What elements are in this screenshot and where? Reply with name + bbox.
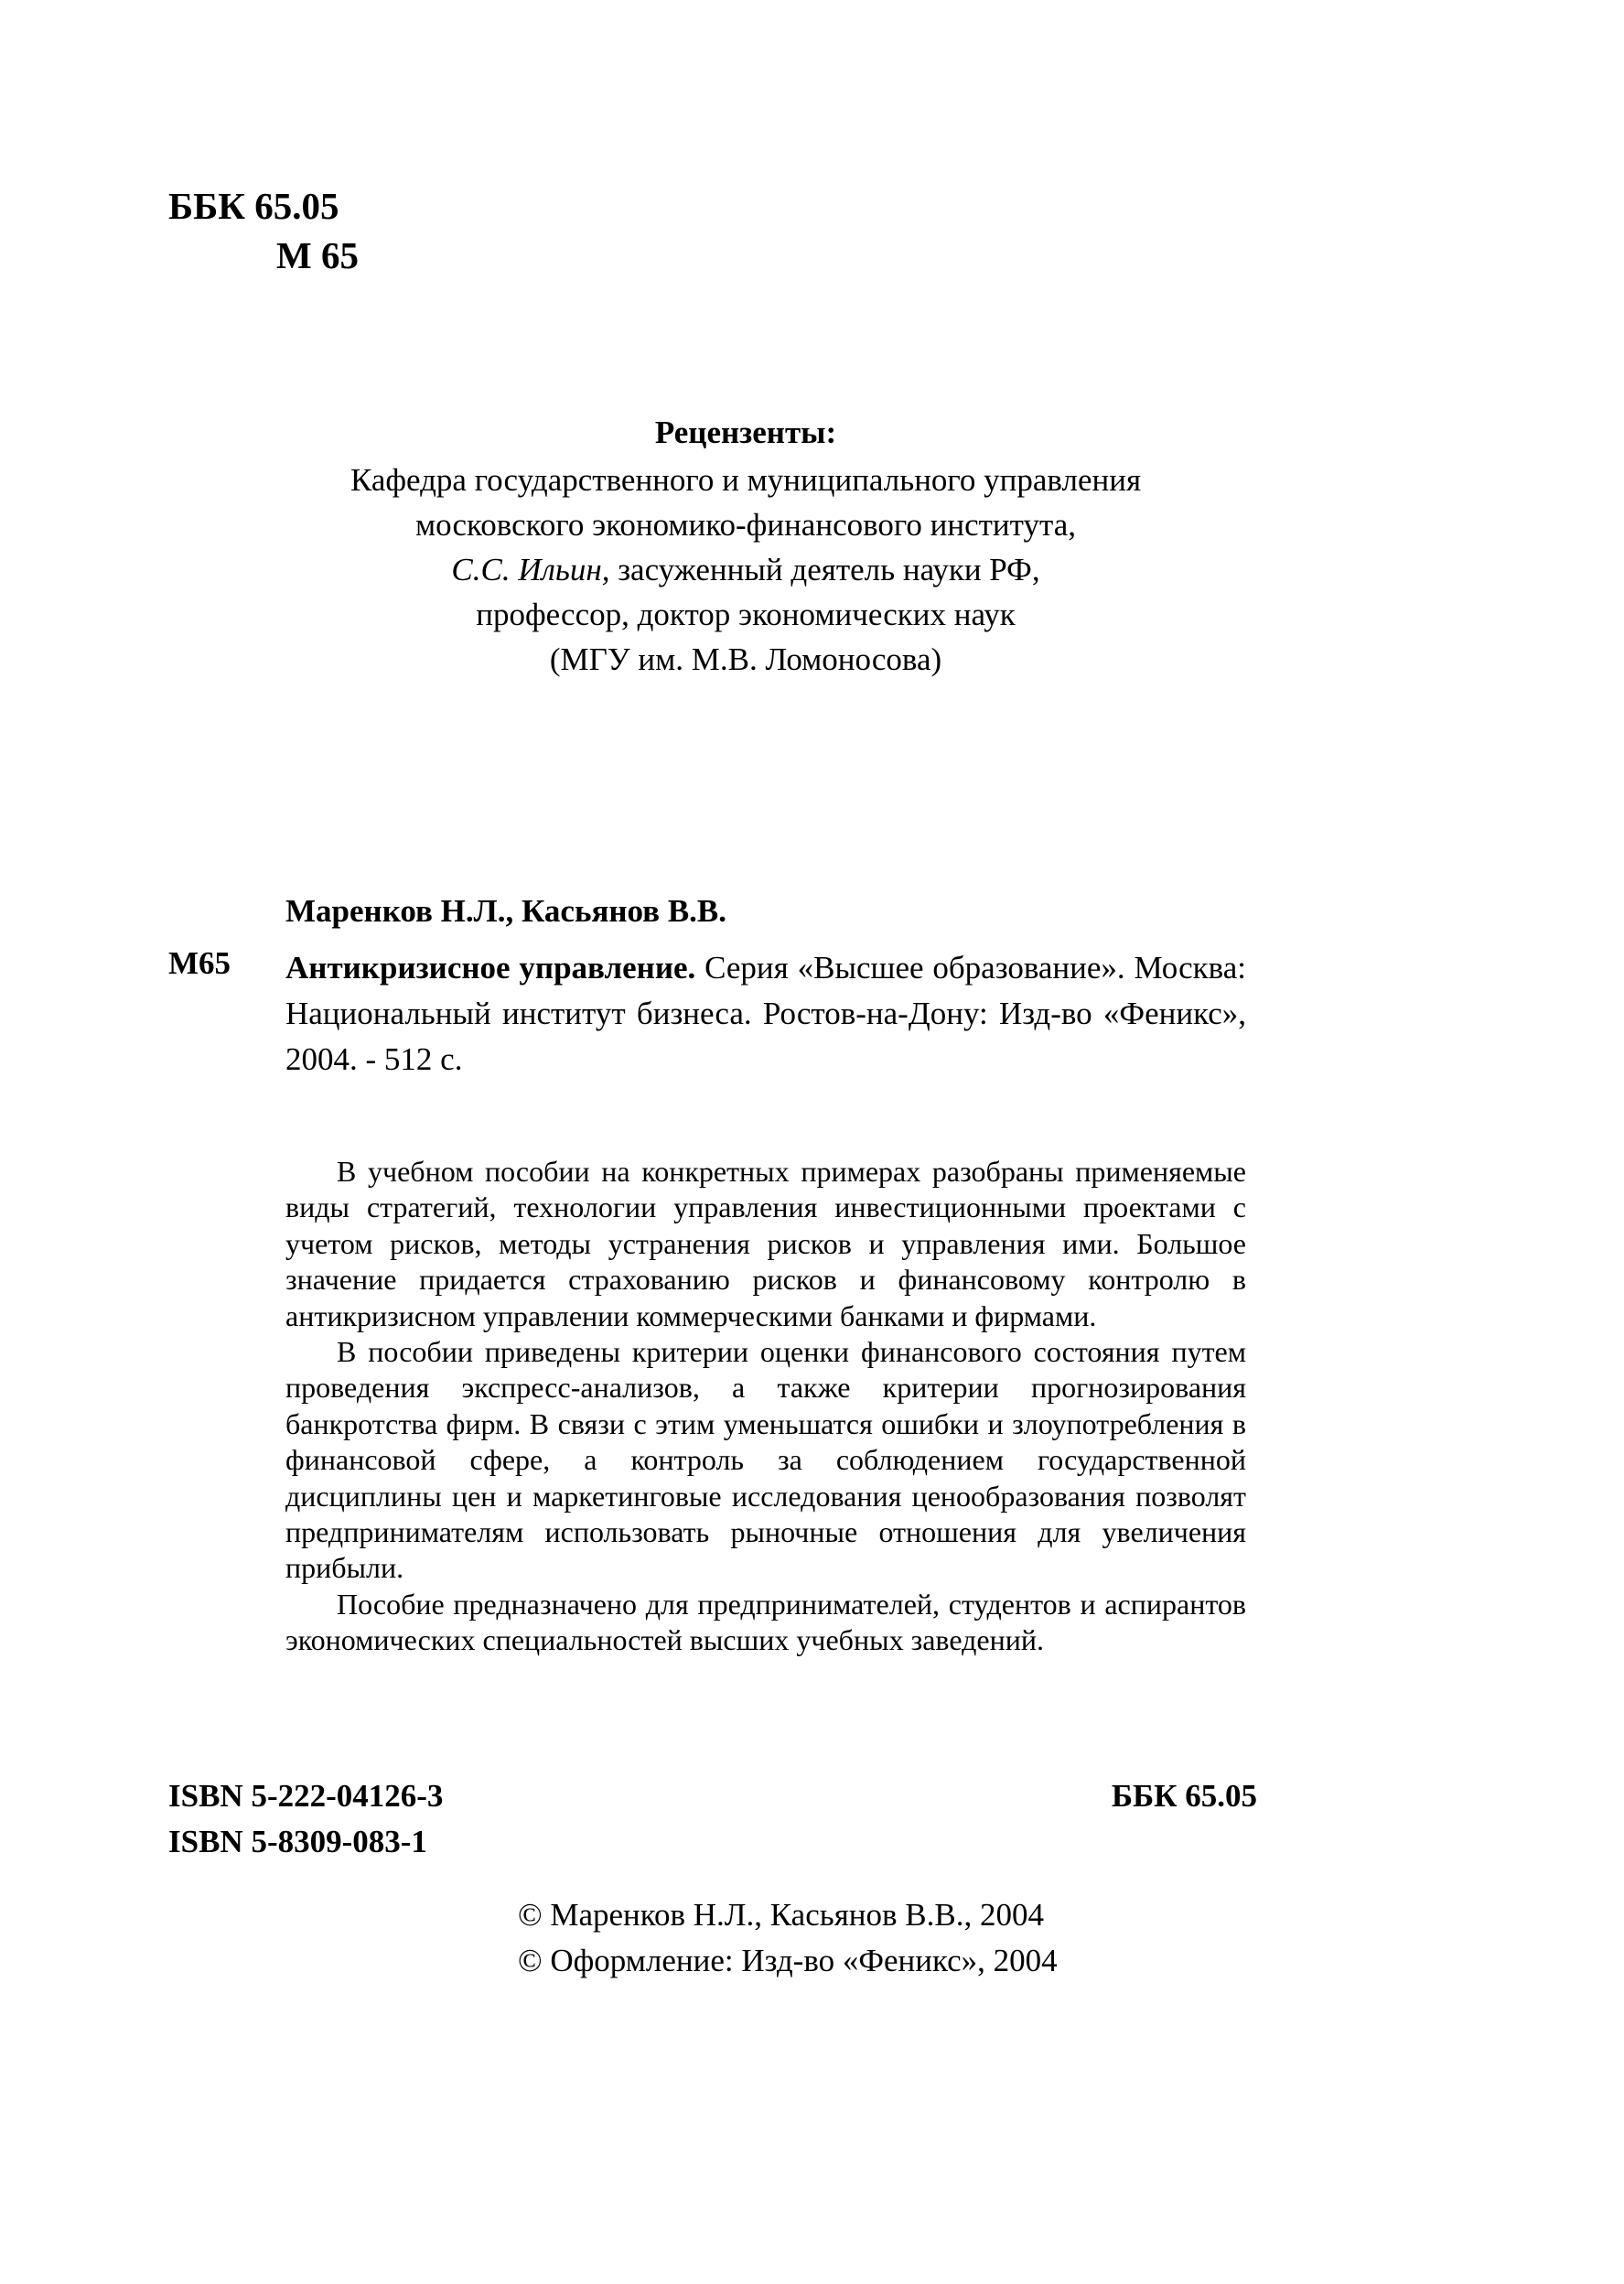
copyright-block — [518, 1892, 1058, 1984]
isbn-1: ISBN 5-222-04126-3 — [168, 1778, 444, 1814]
abstract-paragraph-3: Пособие предназначено для предпринимателей, студентов и аспирантов экономических специальностей высших учебных заведений. — [285, 1587, 1246, 1657]
copyright-design: © Оформление: Изд-во «Феникс», 2004 — [518, 1943, 1058, 1978]
catalog-code: М65 — [168, 945, 231, 981]
reviewer-title-text: засуженный деятель науки РФ, — [609, 552, 1040, 587]
abstract-paragraph-2: В пособии приведены критерии оценки финансового состояния путем проведения экспресс-анализов, а также критерии прогнозирования банкротства фирм. В связи с этим уменьшатся ошибки и злоупотребления в финансовой сфере, а контроль за соблюдением государственной дисциплины цен и маркетинговые исследования ценообразования позволят предпринимателям использовать рыночные отношения для увеличения прибыли. — [285, 1335, 1246, 1585]
book-description: Серия «Высшее образование». Москва: Национальный институт бизнеса. Ростов-на-Дону: Изд-во «Феникс», 2004. - 512 с. — [285, 950, 1246, 1077]
abstract-paragraph-1: В учебном пособии на конкретных примерах разобраны применяемые виды стратегий, технологии управления инвестиционными проектами с учетом рисков, методы устранения рисков и управления ими. Большое значение придается страхованию рисков и финансовому контролю в антикризисном управлении коммерческими банками и фирмами. — [285, 1155, 1246, 1332]
reviewers-block — [165, 410, 1327, 682]
abstract — [285, 1154, 1246, 1659]
reviewers-title: Рецензенты: — [654, 415, 837, 450]
reviewer-line-5: (МГУ им. М.В. Ломоносова) — [549, 641, 942, 677]
reviewer-name: С.С. Ильин, — [451, 552, 610, 587]
reviewer-line-1: Кафедра государственного и муниципального управления — [350, 462, 1142, 498]
catalog-entry — [285, 945, 1246, 1083]
bbk-bottom: ББК 65.05 — [1111, 1778, 1257, 1814]
reviewer-line-2: московского экономико-финансового института, — [415, 507, 1076, 543]
reviewer-line-3 — [165, 547, 1327, 592]
reviewer-line-4: профессор, доктор экономических наук — [476, 597, 1016, 632]
author-mark: М 65 — [276, 234, 359, 276]
bbk-classification — [168, 181, 359, 280]
bbk-code: ББК 65.05 — [168, 185, 339, 227]
copyright-authors: © Маренков Н.Л., Касьянов В.В., 2004 — [518, 1897, 1044, 1933]
isbn-block — [168, 1773, 443, 1865]
isbn-2: ISBN 5-8309-083-1 — [168, 1824, 427, 1859]
catalog-authors: Маренков Н.Л., Касьянов В.В. — [285, 893, 727, 929]
book-title: Антикризисное управление. — [285, 950, 696, 986]
